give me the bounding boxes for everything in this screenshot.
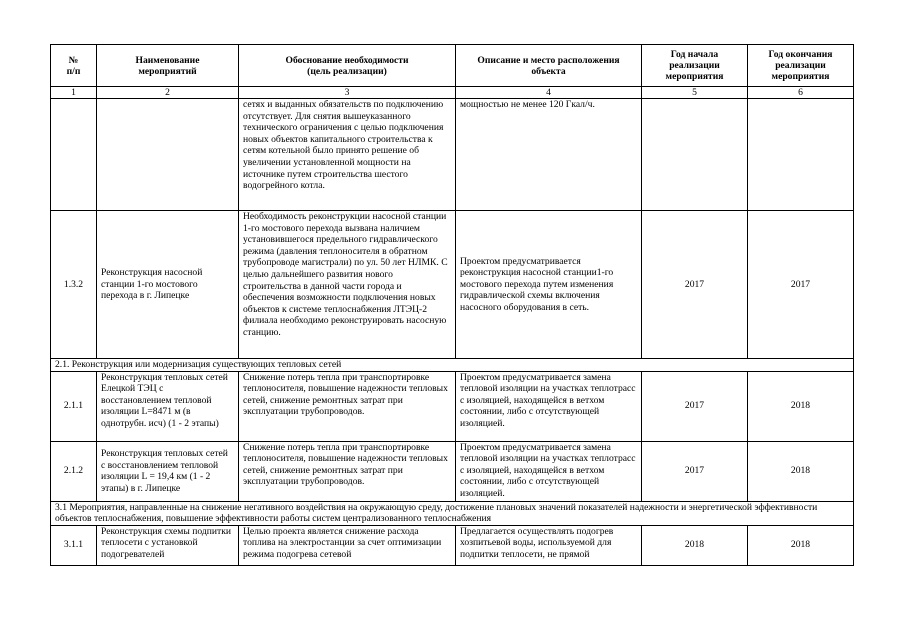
header-start-year: Год начала реализации мероприятия [642, 45, 748, 87]
row-name: Реконструкция схемы подпитки теплосети с установкой подогревателей [97, 525, 239, 565]
row-justification: Необходимость реконструкции насосной станции 1-го мостового перехода вызвана наличием установившегося предельного гидравлического режима (давления теплоносителя в обратном трубопроводе магистрали) по ул. 50 лет НЛМК. С целью дальнейшего развития нового строительства в данной части города и обеспечения возможности подключения новых объектов к системе теплоснабжения ЛТЭЦ-2 филиала необходимо реконструировать насосную станцию. [239, 211, 456, 359]
row-end-year [748, 99, 854, 211]
row-justification: Снижение потерь тепла при транспортировке теплоносителя, повышение надежности тепловых сетей, снижение ремонтных затрат при эксплуатации трубопроводов. [239, 441, 456, 501]
row-name [97, 99, 239, 211]
column-number-row [51, 87, 854, 99]
table-row [51, 99, 854, 211]
header-end-year: Год окончания реализации мероприятия [748, 45, 854, 87]
table-row [51, 211, 854, 359]
row-description: Проектом предусматривается замена тепловой изоляции на участках теплотрасс с изоляцией, находящейся в ветхом состоянии, либо с отсутствующей изоляцией. [456, 371, 642, 441]
row-description: Предлагается осуществлять подогрев хозпитьевой воды, используемой для подпитки теплосети, не прямой [456, 525, 642, 565]
column-number: 6 [748, 87, 854, 99]
table-row [51, 371, 854, 441]
header-description: Описание и место расположения объекта [456, 45, 642, 87]
row-start-year: 2018 [642, 525, 748, 565]
section-title: 3.1 Мероприятия, направленные на снижение негативного воздействия на окружающую среду, достижение плановых значений показателей надежности и энергетической эффективности объектов теплоснабжения, повышение эффективности работы систем централизованного теплоснабжения [51, 501, 854, 525]
row-description: Проектом предусматривается реконструкция насосной станции1-го мостового перехода путем изменения гидравлической схемы включения насосного оборудования в сеть. [456, 211, 642, 359]
header-no: № п/п [51, 45, 97, 87]
header-name: Наименование мероприятий [97, 45, 239, 87]
table-row [51, 525, 854, 565]
column-number: 4 [456, 87, 642, 99]
row-number: 3.1.1 [51, 525, 97, 565]
row-name: Реконструкция тепловых сетей Елецкой ТЭЦ с восстановлением тепловой изоляции L=8471 м (в однотрубн. исч) (1 - 2 этапы) [97, 371, 239, 441]
row-end-year: 2018 [748, 441, 854, 501]
row-number: 2.1.1 [51, 371, 97, 441]
column-number: 1 [51, 87, 97, 99]
row-justification: Снижение потерь тепла при транспортировке теплоносителя, повышение надежности тепловых сетей, снижение ремонтных затрат при эксплуатации трубопроводов. [239, 371, 456, 441]
column-number: 5 [642, 87, 748, 99]
row-number: 1.3.2 [51, 211, 97, 359]
row-name: Реконструкция насосной станции 1-го мостового перехода в г. Липецке [97, 211, 239, 359]
row-start-year: 2017 [642, 441, 748, 501]
row-end-year: 2018 [748, 525, 854, 565]
section-row [51, 359, 854, 372]
table-row [51, 441, 854, 501]
row-justification: сетях и выданных обязательств по подключению отсутствует. Для снятия вышеуказанного технического ограничения с целью подключения новых объектов капитального строительства к сетям котельной было принято решение об увеличении установленной мощности на источнике путем строительства шестого водогрейного котла. [239, 99, 456, 211]
row-description: Проектом предусматривается замена тепловой изоляции на участках теплотрасс с изоляцией, находящейся в ветхом состоянии, либо с отсутствующей изоляцией. [456, 441, 642, 501]
measures-table [50, 44, 854, 566]
row-number: 2.1.2 [51, 441, 97, 501]
row-name: Реконструкция тепловых сетей с восстановлением тепловой изоляции L = 19,4 км (1 - 2 этапы) в г. Липецке [97, 441, 239, 501]
row-start-year [642, 99, 748, 211]
row-number [51, 99, 97, 211]
row-justification: Целью проекта является снижение расхода топлива на электростанции за счет оптимизации режима подогрева сетевой [239, 525, 456, 565]
row-start-year: 2017 [642, 371, 748, 441]
row-description: мощностью не менее 120 Гкал/ч. [456, 99, 642, 211]
column-number: 2 [97, 87, 239, 99]
header-row [51, 45, 854, 87]
header-justification: Обоснование необходимости (цель реализации) [239, 45, 456, 87]
row-end-year: 2017 [748, 211, 854, 359]
column-number: 3 [239, 87, 456, 99]
section-title: 2.1. Реконструкция или модернизация существующих тепловых сетей [51, 359, 854, 372]
section-row [51, 501, 854, 525]
row-end-year: 2018 [748, 371, 854, 441]
row-start-year: 2017 [642, 211, 748, 359]
